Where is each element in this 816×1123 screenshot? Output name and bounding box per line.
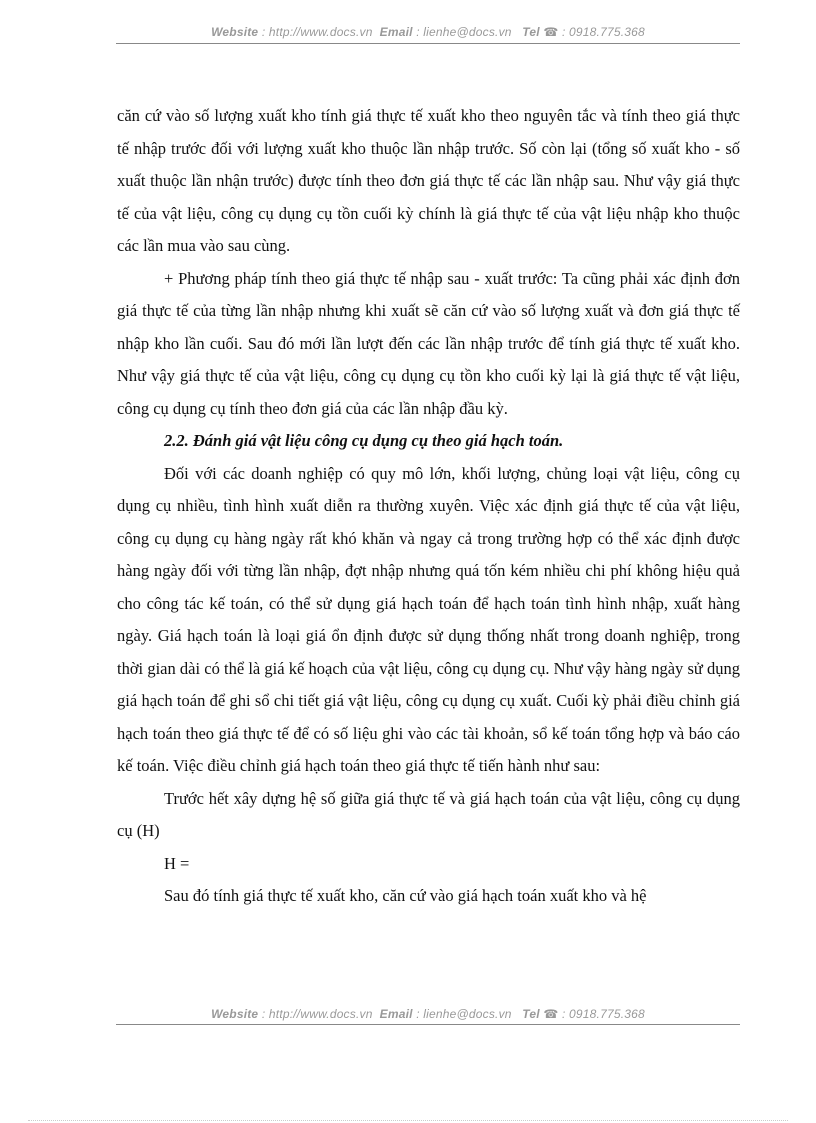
footer-divider <box>116 1024 740 1025</box>
header-website-label: Website <box>211 25 259 39</box>
formula-line: H = <box>164 853 190 873</box>
footer-email-label: Email <box>379 1007 413 1021</box>
paragraph-1: căn cứ vào số lượng xuất kho tính giá thực tế xuất kho theo nguyên tắc và tính theo giá thực tế nhập trước đối với lượng xuất kho thuộc lần nhập trước. Số còn lại (tổng số xuất kho - số xuất thuộc lần nhận trước) được tính theo đơn giá thực tế các lần nhập sau. Như vậy giá thực tế của vật liệu, công cụ dụng cụ tồn cuối kỳ chính là giá thực tế của vật liệu nhập kho thuộc các lần mua vào sau cùng. <box>117 106 740 255</box>
footer-email-value: : lienhe@docs.vn <box>416 1007 512 1021</box>
page-footer <box>116 1007 740 1021</box>
header-tel-value: ☎ : 0918.775.368 <box>543 25 645 39</box>
section-heading: 2.2. Đánh giá vật liệu công cụ dụng cụ theo giá hạch toán. <box>164 431 564 450</box>
footer-website-value: : http://www.docs.vn <box>261 1007 373 1021</box>
header-divider <box>116 43 740 44</box>
footer-tel-label: Tel <box>522 1007 540 1021</box>
paragraph-3: Đối với các doanh nghiệp có quy mô lớn, khối lượng, chủng loại vật liệu, công cụ dụng cụ nhiều, tình hình xuất diễn ra thường xuyên. Việc xác định giá thực tế của vật liệu, công cụ dụng cụ hàng ngày rất khó khăn và ngay cả trong trường hợp có thể xác định được hàng ngày đối với từng lần nhập, đợt nhập nhưng quá tốn kém nhiều chi phí không hiệu quả cho công tác kế toán, có thể sử dụng giá hạch toán để hạch toán tình hình nhập, xuất hàng ngày. Giá hạch toán là loại giá ổn định được sử dụng thống nhất trong doanh nghiệp, trong thời gian dài có thể là giá kế hoạch của vật liệu, công cụ dụng cụ. Như vậy hàng ngày sử dụng giá hạch toán để ghi sổ chi tiết giá vật liệu, công cụ dụng cụ xuất. Cuối kỳ phải điều chỉnh giá hạch toán theo giá thực tế để có số liệu ghi vào các tài khoản, sổ kế toán tổng hợp và báo cáo kế toán. Việc điều chỉnh giá hạch toán theo giá thực tế tiến hành như sau: <box>117 463 740 775</box>
page-header <box>116 25 740 39</box>
header-tel-label: Tel <box>522 25 540 39</box>
paragraph-2: + Phương pháp tính theo giá thực tế nhập sau - xuất trước: Ta cũng phải xác định đơn giá thực tế của từng lần nhập nhưng khi xuất sẽ căn cứ vào số lượng xuất và đơn giá thực tế nhập kho lần cuối. Sau đó mới lần lượt đến các lần nhập trước để tính giá thực tế xuất kho. Như vậy giá thực tế của vật liệu, công cụ dụng cụ tồn kho cuối kỳ lại là giá thực tế vật liệu, công cụ dụng cụ tính theo đơn giá của các lần nhập đầu kỳ. <box>117 268 740 418</box>
header-email-label: Email <box>379 25 413 39</box>
footer-tel-value: ☎ : 0918.775.368 <box>543 1007 645 1021</box>
footer-website-label: Website <box>211 1007 259 1021</box>
paragraph-4: Trước hết xây dựng hệ số giữa giá thực tế và giá hạch toán của vật liệu, công cụ dụng cụ (H) <box>117 788 740 840</box>
document-body <box>117 100 740 913</box>
page-bottom-dotted-line <box>28 1120 788 1121</box>
header-website-value: : http://www.docs.vn <box>261 25 373 39</box>
header-email-value: : lienhe@docs.vn <box>416 25 512 39</box>
paragraph-5: Sau đó tính giá thực tế xuất kho, căn cứ vào giá hạch toán xuất kho và hệ <box>164 886 647 905</box>
